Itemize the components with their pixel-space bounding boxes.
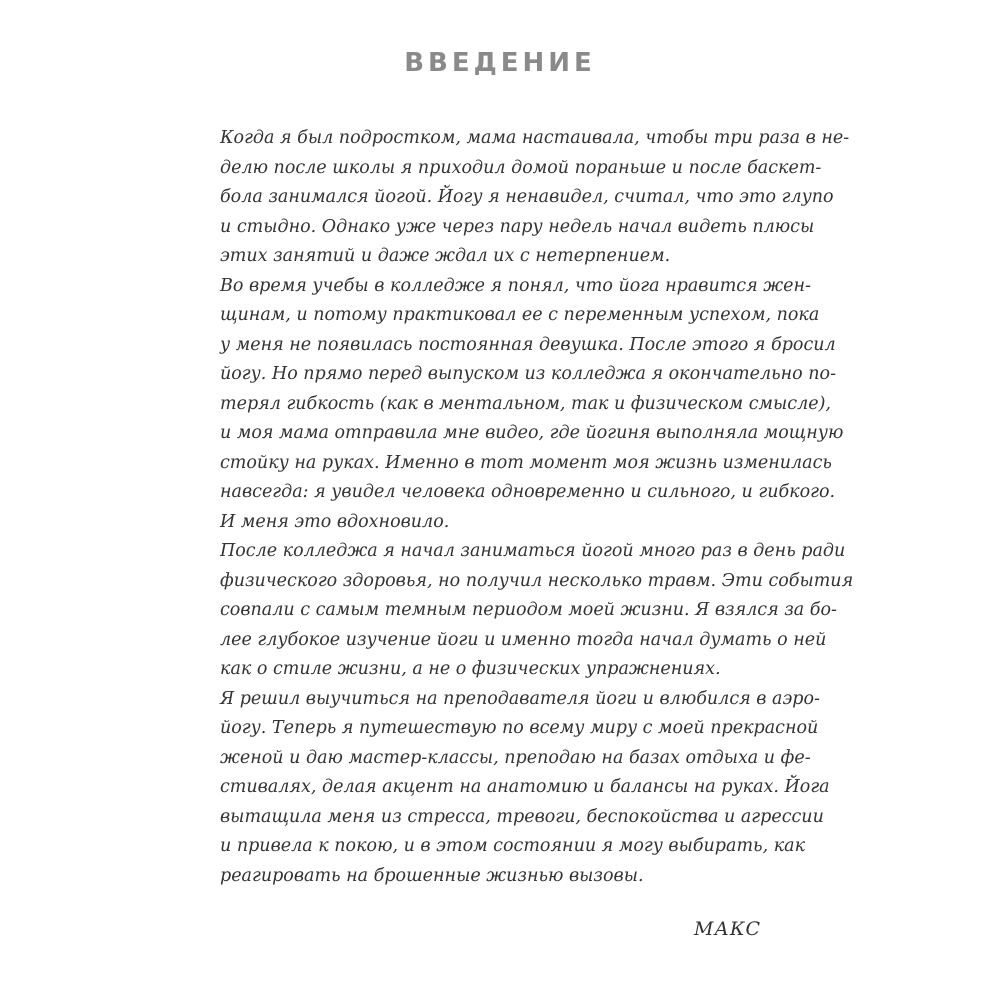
text-line: бола занимался йогой. Йогу я ненавидел, считал, что это глупо [220, 187, 834, 207]
text-line: Когда я был подростком, мама настаивала, чтобы три раза в не- [220, 128, 850, 148]
text-line: и моя мама отправила мне видео, где йогиня выполняла мощную [220, 423, 844, 443]
text-line: вытащила меня из стресса, тревоги, беспокойства и агрессии [220, 806, 824, 827]
text-line: терял гибкость (как в ментальном, так и физическом смысле), [220, 393, 831, 414]
text-line: физического здоровья, но получил несколько травм. Эти события [220, 570, 854, 591]
body-text [220, 124, 854, 891]
text-line: совпали с самым темным периодом моей жизни. Я взялся за бо- [220, 600, 837, 620]
text-line: И меня это вдохновило. [220, 511, 450, 532]
text-line: лее глубокое изучение йоги и именно тогда начал думать о ней [220, 629, 827, 650]
text-line: Я решил выучиться на преподавателя йоги и влюбился в аэро- [220, 688, 820, 709]
text-line: этих занятий и даже ждал их с нетерпением. [220, 246, 671, 266]
author-signature: МАКС [694, 918, 762, 940]
text-line: стивалях, делая акцент на анатомию и балансы на руках. Йога [220, 777, 830, 797]
text-line: щинам, и потому практиковал ее с переменным успехом, пока [220, 305, 820, 325]
text-line: делю после школы я приходил домой пораньше и после баскет- [220, 157, 822, 178]
text-line: навсегда: я увидел человека одновременно и сильного, и гибкого. [220, 482, 836, 502]
text-line: Во время учебы в колледже я понял, что йога нравится жен- [220, 275, 811, 296]
text-line: йогу. Теперь я путешествую по всему миру с моей прекрасной [220, 718, 819, 738]
text-line: реагировать на брошенные жизнью вызовы. [220, 865, 644, 886]
text-line: и стыдно. Однако уже через пару недель начал видеть плюсы [220, 216, 815, 237]
page-title: ВВЕДЕНИЕ [404, 48, 596, 78]
text-line: у меня не появилась постоянная девушка. После этого я бросил [220, 334, 836, 355]
text-line: женой и даю мастер-классы, преподаю на базах отдыха и фе- [220, 747, 811, 768]
text-line: как о стиле жизни, а не о физических упражнениях. [220, 659, 721, 679]
text-line: и привела к покою, и в этом состоянии я могу выбирать, как [220, 836, 806, 856]
text-line: йогу. Но прямо перед выпуском из колледжа я окончательно по- [220, 364, 836, 384]
text-line: После колледжа я начал заниматься йогой много раз в день ради [220, 541, 846, 561]
text-line: стойку на руках. Именно в тот момент моя жизнь изменилась [220, 452, 832, 473]
